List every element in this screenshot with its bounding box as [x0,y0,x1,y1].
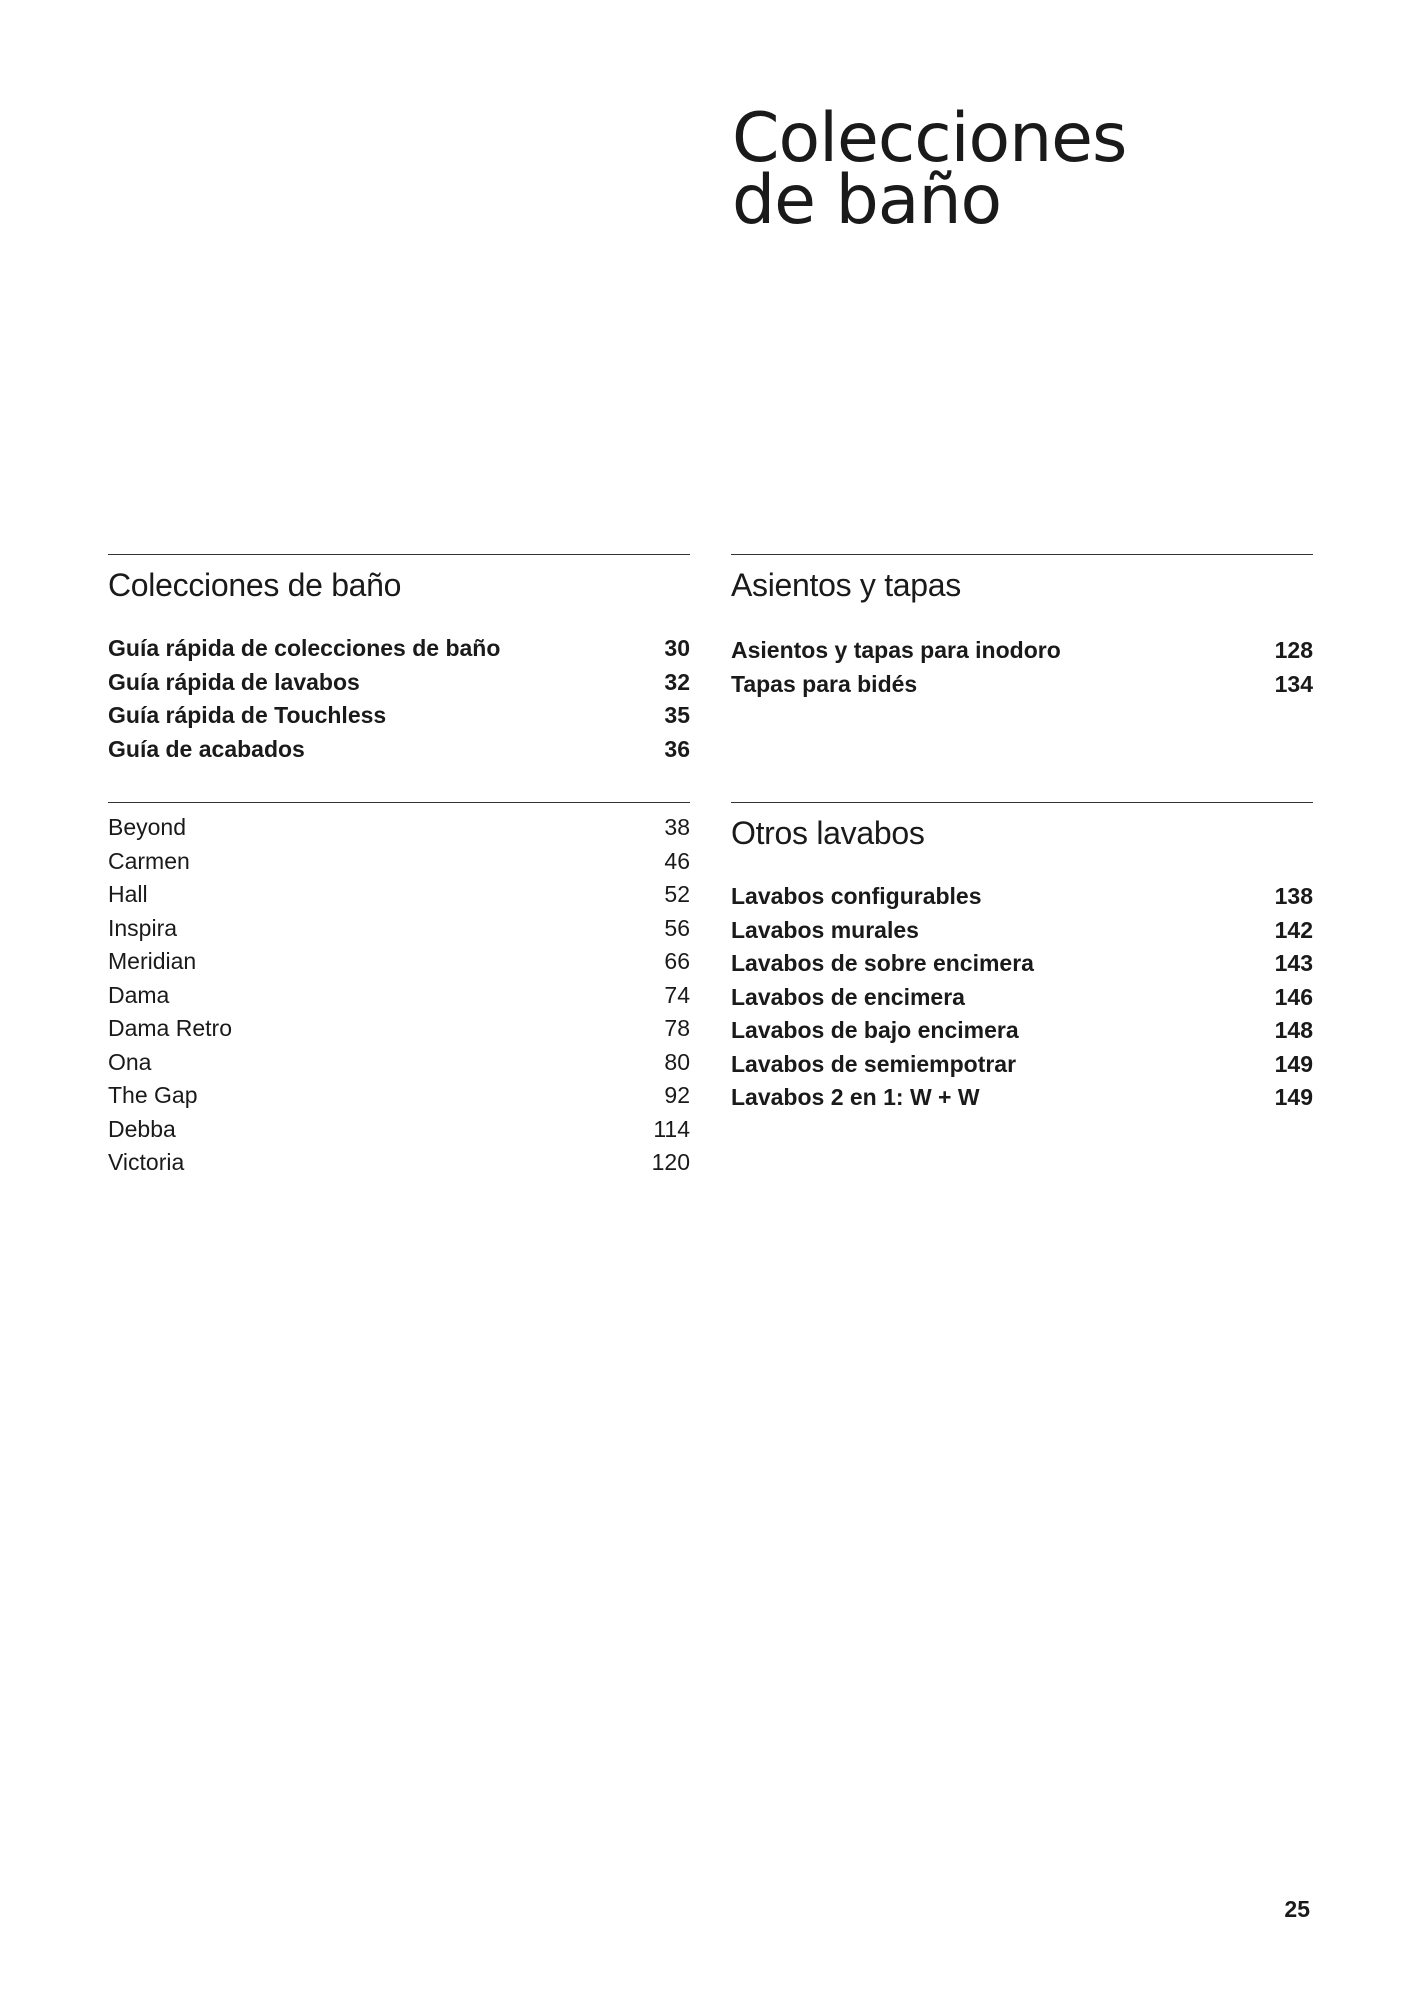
toc-entry-label: Lavabos 2 en 1: W + W [731,1084,980,1110]
page-title-line-1: Colecciones [732,99,1127,178]
toc-entry-label: Victoria [108,1149,185,1175]
toc-entry-label: Beyond [108,814,187,840]
toc-entry-page: 46 [664,847,690,874]
toc-entry-label: Lavabos configurables [731,883,982,909]
toc-entry-page: 142 [1274,916,1313,943]
toc-entry-page: 134 [1274,670,1313,697]
toc-entry-label: Dama Retro [108,1015,232,1041]
toc-entry[interactable] [731,947,1313,981]
section-heading: Colecciones de baño [108,567,402,603]
section-otros-lavabos [731,802,1313,1115]
toc-entry-label: Lavabos de semiempotrar [731,1050,1017,1077]
toc-list [108,632,690,766]
section-asientos-y-tapas [731,554,1313,701]
toc-entry[interactable] [108,945,690,979]
toc-entry-label: Tapas para bidés [731,670,918,697]
toc-entry[interactable] [108,979,690,1013]
toc-entry-page: 138 [1274,883,1313,909]
toc-entry-page: 36 [664,735,690,762]
toc-entry-page: 148 [1274,1017,1313,1043]
toc-entry[interactable] [731,1081,1313,1115]
section-collections-list [108,802,690,1180]
toc-entry[interactable] [108,733,690,767]
toc-entry-label: Guía de acabados [108,735,305,762]
section-heading: Asientos y tapas [731,567,961,603]
toc-entry-label: Dama [108,981,170,1008]
toc-entry-page: 149 [1274,1084,1313,1110]
toc-entry-label: Guía rápida de lavabos [108,668,360,695]
toc-entry-label: Lavabos murales [731,916,919,943]
toc-entry-page: 143 [1274,950,1313,976]
toc-entry-page: 114 [653,1115,690,1142]
toc-entry[interactable] [108,878,690,912]
toc-entry[interactable] [731,1048,1313,1082]
toc-entry-page: 149 [1274,1050,1313,1077]
toc-entry-label: Asientos y tapas para inodoro [731,637,1061,663]
toc-entry[interactable] [731,1014,1313,1048]
toc-entry[interactable] [108,845,690,879]
section-colecciones-de-bano [108,554,690,766]
toc-entry[interactable] [731,634,1313,668]
toc-list [731,634,1313,701]
toc-entry-label: Inspira [108,914,178,941]
section-heading: Otros lavabos [731,815,925,851]
toc-entry-label: Debba [108,1115,176,1142]
toc-entry-page: 32 [664,668,690,695]
toc-entry-page: 52 [664,881,690,907]
toc-entry[interactable] [731,668,1313,702]
toc-entry[interactable] [108,699,690,733]
page-number: 25 [1284,1896,1310,1922]
toc-entry[interactable] [108,632,690,666]
toc-entry[interactable] [108,811,690,845]
toc-entry-page: 146 [1274,983,1313,1010]
toc-entry-label: Guía rápida de Touchless [108,702,387,728]
toc-entry-label: Ona [108,1048,152,1075]
toc-entry-label: Meridian [108,948,197,974]
toc-entry-label: Carmen [108,847,190,874]
toc-entry-page: 120 [651,1149,690,1175]
toc-entry[interactable] [108,1146,690,1180]
page-title [732,99,1127,240]
toc-entry[interactable] [108,1012,690,1046]
toc-list [731,880,1313,1115]
toc-entry[interactable] [108,666,690,700]
toc-entry-page: 92 [664,1082,690,1108]
toc-entry-label: Lavabos de sobre encimera [731,950,1034,976]
toc-entry-page: 30 [664,635,690,661]
toc-entry-page: 38 [664,814,690,840]
toc-entry[interactable] [108,1079,690,1113]
toc-entry-page: 128 [1274,637,1313,663]
toc-entry-page: 66 [664,948,690,974]
toc-entry-page: 35 [664,702,690,728]
toc-entry-page: 56 [664,914,690,941]
page-title-line-2: de baño [732,161,1002,240]
toc-entry-page: 78 [664,1015,690,1041]
toc-entry[interactable] [108,1046,690,1080]
toc-entry[interactable] [731,914,1313,948]
toc-entry-label: Lavabos de bajo encimera [731,1017,1019,1043]
toc-entry[interactable] [731,981,1313,1015]
toc-entry-label: The Gap [108,1082,198,1108]
toc-entry[interactable] [731,880,1313,914]
toc-entry-page: 80 [664,1048,690,1075]
toc-entry[interactable] [108,1113,690,1147]
toc-entry-label: Lavabos de encimera [731,983,965,1010]
toc-entry-label: Hall [108,881,148,907]
toc-entry-page: 74 [664,981,690,1008]
toc-list [108,811,690,1180]
toc-entry[interactable] [108,912,690,946]
toc-entry-label: Guía rápida de colecciones de baño [108,635,501,661]
